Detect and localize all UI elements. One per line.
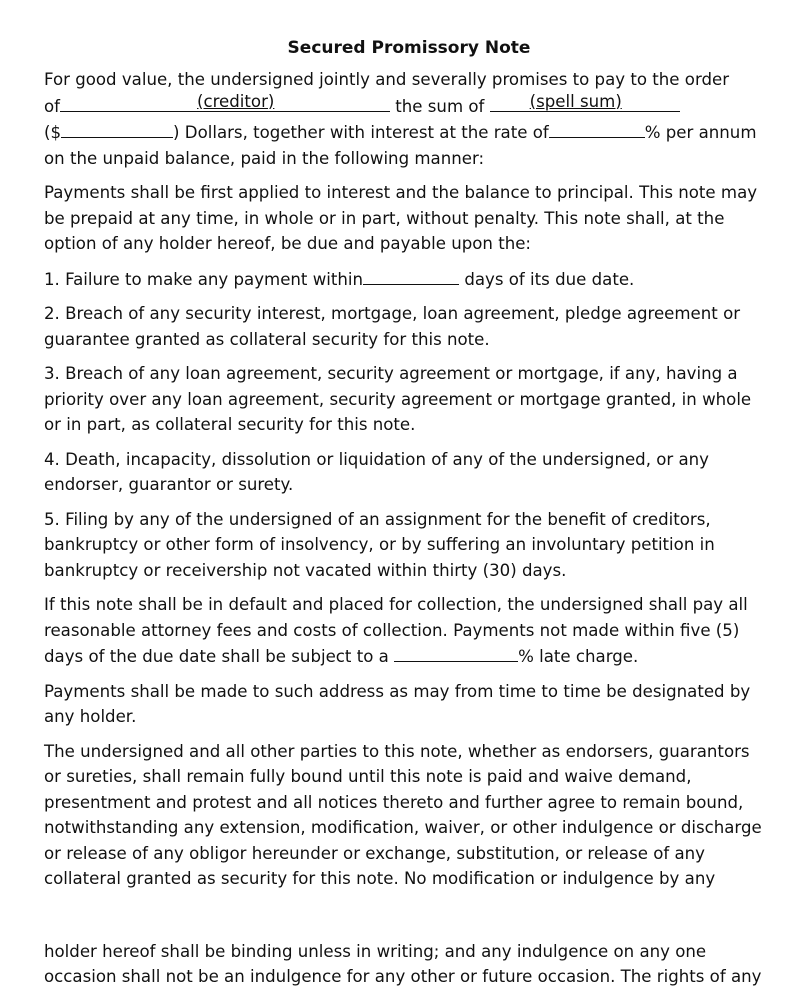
continued-paragraph [44, 939, 774, 990]
parties-line-4: notwithstanding any extension, modification, waiver, or other indulgence or discharge [44, 818, 762, 837]
per-annum-label: % per annum [644, 123, 757, 142]
item-3-line-2: priority over any loan agreement, security agreement or mortgage granted, in whole [44, 389, 752, 409]
default-item-1 [44, 266, 774, 293]
opening-line-2 [44, 93, 774, 120]
continued-line-1: holder hereof shall be binding unless in writing; and any indulgence on any one [44, 941, 707, 961]
parties-line-6: collateral granted as security for this note. No modification or indulgence by any [44, 869, 716, 888]
creditor-placeholder: (creditor) [197, 91, 275, 111]
document-title: Secured Promissory Note [287, 38, 531, 58]
parties-paragraph [44, 739, 774, 892]
payments-line-1: Payments shall be first applied to interest and the balance to principal. This note may [44, 183, 758, 202]
item-3-line-1: 3. Breach of any loan agreement, security agreement or mortgage, if any, having a [44, 364, 738, 383]
item-1-suffix: days of its due date. [459, 269, 635, 289]
payments-line-2: be prepaid at any time, in whole or in part, without penalty. This note shall, at the [44, 208, 725, 228]
item-4-line-1: 4. Death, incapacity, dissolution or liquidation of any of the undersigned, or any [44, 449, 710, 469]
amount-field[interactable] [61, 119, 173, 138]
item-5-line-2: bankruptcy or other form of insolvency, or by suffering an involuntary petition in [44, 535, 715, 554]
address-line-1: Payments shall be made to such address as may from time to time be designated by [44, 681, 751, 701]
opening-paragraph [44, 67, 774, 171]
parties-line-5: or release of any obligor hereunder or exchange, substitution, or release of any [44, 843, 705, 863]
dollars-interest-label: ) Dollars, together with interest at the rate of [173, 123, 549, 142]
collection-paragraph [44, 592, 774, 670]
default-item-2 [44, 301, 774, 352]
document-page [44, 38, 774, 999]
of-label: of [44, 96, 60, 116]
address-paragraph [44, 679, 774, 730]
default-item-4 [44, 447, 774, 498]
interest-rate-field[interactable] [549, 119, 645, 138]
payments-line-3: option of any holder hereof, be due and payable upon the: [44, 234, 532, 253]
spell-sum-placeholder: (spell sum) [529, 91, 622, 111]
parties-line-1: The undersigned and all other parties to this note, whether as endorsers, guarantors [44, 741, 750, 761]
parties-line-3: presentment and protest and all notices thereto and further agree to remain bound, [44, 792, 744, 812]
opening-line-4: on the unpaid balance, paid in the following manner: [44, 148, 485, 168]
opening-line-1: For good value, the undersigned jointly and severally promises to pay to the order [44, 70, 730, 89]
payments-paragraph [44, 180, 774, 257]
opening-line-3 [44, 119, 774, 146]
collection-line-3 [44, 643, 774, 670]
default-item-3 [44, 361, 774, 438]
late-charge-suffix: % late charge. [518, 647, 639, 666]
item-1-text: 1. Failure to make any payment within [44, 269, 364, 289]
item-4-line-2: endorser, guarantor or surety. [44, 475, 294, 494]
item-1-line [44, 266, 774, 293]
page-break-gap [44, 901, 774, 939]
default-item-5 [44, 507, 774, 584]
late-charge-field[interactable] [394, 643, 518, 662]
dollar-label: ($ [44, 123, 62, 142]
collection-line-2: reasonable attorney fees and costs of collection. Payments not made within five (5) [44, 620, 740, 640]
late-charge-text: days of the due date shall be subject to a [44, 647, 395, 666]
item-3-line-3: or in part, as collateral security for this note. [44, 415, 416, 434]
collection-line-1: If this note shall be in default and placed for collection, the undersigned shall pay all [44, 595, 748, 614]
creditor-field[interactable] [60, 93, 390, 112]
item-2-line-2: guarantee granted as collateral security for this note. [44, 329, 490, 349]
item-2-line-1: 2. Breach of any security interest, mortgage, loan agreement, pledge agreement or [44, 304, 741, 323]
continued-line-2: occasion shall not be an indulgence for any other or future occasion. The rights of any [44, 967, 762, 986]
address-line-2: any holder. [44, 707, 137, 726]
spell-sum-field[interactable] [490, 93, 680, 112]
item-5-line-1: 5. Filing by any of the undersigned of an assignment for the benefit of creditors, [44, 509, 711, 529]
days-field[interactable] [363, 266, 459, 285]
parties-line-2: or sureties, shall remain fully bound until this note is paid and waive demand, [44, 767, 692, 786]
item-5-line-3: bankruptcy or receivership not vacated within thirty (30) days. [44, 560, 567, 580]
sum-label: the sum of [390, 96, 490, 116]
